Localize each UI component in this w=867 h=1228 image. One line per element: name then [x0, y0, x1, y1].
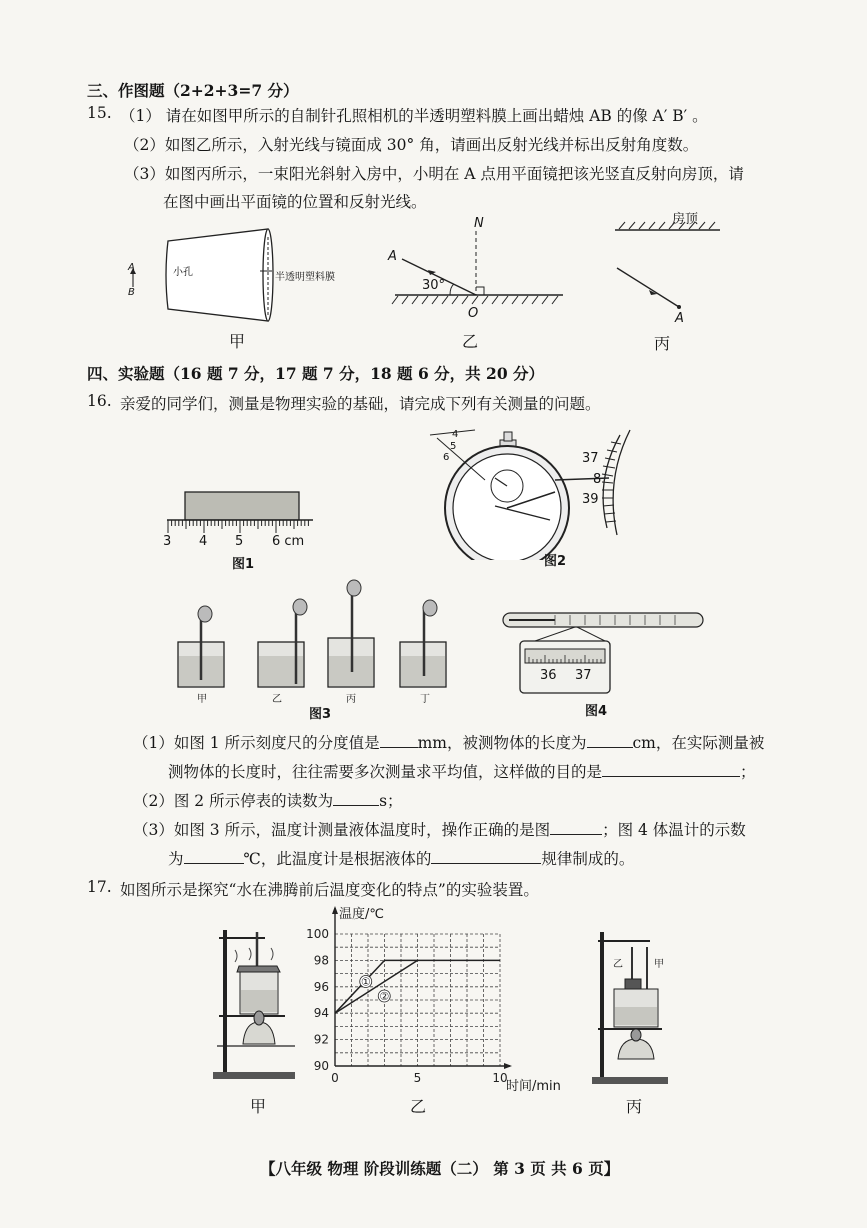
q15-part3-line2: 在图中画出平面镜的位置和反射光线。 — [163, 193, 427, 211]
point-a-label: A — [675, 311, 684, 326]
figure1-caption: 图1 — [232, 557, 255, 572]
q17-caption-bing: 丙 — [626, 1097, 643, 1116]
q16-p1-text-c: cm，在实际测量被 — [632, 734, 765, 752]
bing-thermometer-label-yi: 乙 — [613, 959, 623, 970]
section4-title: 四、实验题（16 题 7 分，17 题 7 分，18 题 6 分，共 20 分） — [87, 364, 544, 383]
q17-caption-jia: 甲 — [250, 1097, 267, 1116]
figure-bing-caption: 丙 — [654, 334, 671, 353]
q16-p2-text-b: s； — [379, 792, 403, 810]
ruler-tick-3: 3 — [163, 534, 172, 549]
q16-p1-text-b: mm，被测物体的长度为 — [417, 734, 587, 752]
section3-title: 三、作图题（2+2+3=7 分） — [87, 81, 299, 100]
bing-thermometer-label-jia: 甲 — [654, 959, 664, 970]
q16-p3-text-e: 规律制成的。 — [541, 850, 635, 868]
y-tick-label: 100 — [306, 927, 329, 941]
q16-p3-text-c: 为 — [168, 850, 184, 868]
beaker-label-jia: 甲 — [197, 694, 207, 705]
thermometer-scale-36: 36 — [540, 668, 557, 683]
answer-blank-stopwatch[interactable] — [333, 791, 379, 806]
y-tick-label: 96 — [313, 979, 329, 994]
beakers-figure — [170, 572, 450, 697]
stopwatch-figure — [425, 420, 640, 560]
q16-intro: 亲爱的同学们，测量是物理实验的基础，请完成下列有关测量的问题。 — [120, 395, 601, 413]
y-tick-label: 94 — [313, 1006, 329, 1021]
series-label: ② — [379, 990, 390, 1003]
ruler-tick-5: 5 — [235, 534, 244, 549]
pinhole-label: 小孔 — [173, 267, 193, 278]
figure-yi-caption: 乙 — [462, 332, 479, 351]
candle-label-b: B — [128, 287, 135, 298]
answer-blank-principle[interactable] — [431, 849, 541, 864]
big-scale-37: 37 — [582, 451, 599, 466]
answer-blank-length[interactable] — [587, 733, 633, 748]
figure4-caption: 图4 — [585, 704, 608, 719]
x-tick-label: 10 — [492, 1071, 508, 1085]
angle-label: 30° — [422, 278, 446, 293]
y-tick-label: 90 — [313, 1059, 329, 1073]
boiling-apparatus-jia — [205, 922, 300, 1082]
answer-blank-correct-figure[interactable] — [550, 820, 602, 835]
q17-number: 17. — [87, 878, 112, 896]
beaker-label-yi: 乙 — [272, 694, 282, 705]
q16-p3-text-b: ；图 4 体温计的示数 — [602, 821, 746, 839]
temperature-time-chart — [305, 900, 595, 1090]
ruler-figure — [165, 487, 315, 537]
big-scale-39: 39 — [582, 492, 599, 507]
figure3-caption: 图3 — [309, 707, 332, 722]
q16-part1-line2 — [168, 760, 756, 782]
q17-intro: 如图所示是探究“水在沸腾前后温度变化的特点”的实验装置。 — [120, 881, 539, 899]
big-scale-8: 8 — [593, 472, 602, 487]
q16-part3-line2 — [168, 847, 634, 869]
q16-part3-line1 — [133, 818, 746, 840]
ceiling-label: 房顶 — [672, 212, 699, 227]
clinical-thermometer-figure — [495, 607, 715, 702]
incident-label-a: A — [388, 249, 397, 264]
small-dial-5: 5 — [450, 441, 457, 452]
beaker-label-bing: 丙 — [346, 694, 356, 705]
q16-p3-text-a: （3）如图 3 所示，温度计测量液体温度时，操作正确的是图 — [133, 821, 551, 839]
q16-part2 — [133, 789, 403, 811]
q15-part2: （2）如图乙所示，入射光线与镜面成 30° 角，请画出反射光线并标出反射角度数。 — [124, 136, 699, 154]
boiling-apparatus-bing — [590, 927, 670, 1087]
q16-part1-line1 — [133, 731, 764, 753]
chart-y-axis-label: 温度/℃ — [339, 907, 384, 922]
x-axis-arrow — [504, 1063, 512, 1069]
y-tick-label: 92 — [313, 1032, 329, 1047]
q16-number: 16. — [87, 392, 112, 410]
ruler-tick-4: 4 — [199, 534, 208, 549]
q15-part3-line1: （3）如图丙所示，一束阳光斜射入房中，小明在 A 点用平面镜把该光竖直反射向房顶，请 — [124, 165, 744, 183]
normal-label-n: N — [474, 216, 484, 231]
answer-blank-temperature[interactable] — [184, 849, 244, 864]
x-tick-label: 0 — [331, 1071, 339, 1085]
q16-p3-text-d: ℃，此温度计是根据液体的 — [243, 850, 432, 868]
film-label: 半透明塑料膜 — [275, 272, 335, 283]
point-o-label: O — [468, 306, 479, 321]
figure2-caption: 图2 — [544, 554, 567, 569]
small-dial-4: 4 — [452, 429, 459, 440]
small-dial-6: 6 — [443, 452, 450, 463]
q16-p1-text-a: （1）如图 1 所示刻度尺的分度值是 — [133, 734, 380, 752]
candle-label-a: A — [128, 262, 135, 273]
chart-x-axis-label: 时间/min — [506, 1079, 561, 1094]
thermometer-scale-37: 37 — [575, 668, 592, 683]
q15-part1: （1） 请在如图甲所示的自制针孔照相机的半透明塑料膜上画出蜡烛 AB 的像 A′ B′ 。 — [120, 107, 708, 125]
series-label: ① — [360, 975, 371, 989]
q16-p1-text-d: 测物体的长度时，往往需要多次测量求平均值，这样做的目的是 — [168, 763, 603, 781]
q17-caption-yi: 乙 — [410, 1097, 427, 1116]
figure-jia-caption: 甲 — [229, 332, 246, 351]
q15-number: 15. — [87, 104, 112, 122]
page-footer: 【八年级 物理 阶段训练题（二） 第 3 页 共 6 页】 — [260, 1159, 620, 1178]
sunlight-room-figure — [605, 220, 730, 320]
y-axis-arrow — [332, 906, 338, 914]
y-tick-label: 98 — [313, 953, 329, 968]
answer-blank-purpose[interactable] — [602, 762, 740, 777]
x-tick-label: 5 — [413, 1071, 422, 1085]
q16-p2-text-a: （2）图 2 所示停表的读数为 — [133, 792, 334, 810]
answer-blank-division-value[interactable] — [380, 733, 418, 748]
beaker-label-ding: 丁 — [420, 694, 430, 705]
q16-p1-text-e: ； — [740, 763, 756, 781]
ruler-tick-6: 6 cm — [272, 534, 305, 549]
